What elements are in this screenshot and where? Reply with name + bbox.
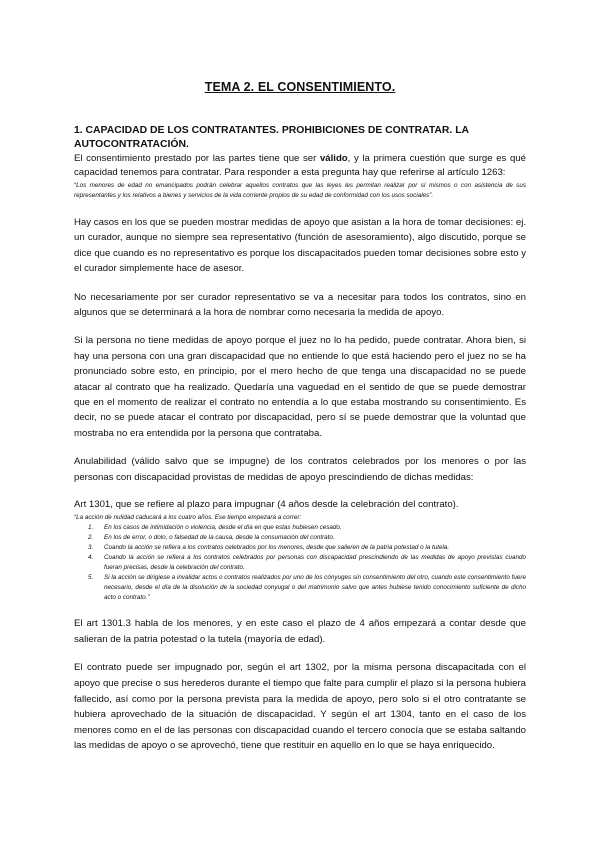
quote-article-1263: “Los menores de edad no emancipados podrán celebrar aquellos contratos que las leyes les permitan realizar por sí mismos o con asistencia de sus representantes y los relativos a bienes y servicios de la vida corriente propios de su edad de conformidad con los usos sociales”. bbox=[74, 181, 526, 200]
list-item: 5. Si la acción se dirigiese a invalidar actos o contratos realizados por uno de los cónyuges sin consentimiento del otro, cuando este consentimiento fuere necesario, desde el día de la disolución de la sociedad conyugal o del matrimonio salvo que antes hubiese tenido conocimiento suficiente de dicho acto o contrato.” bbox=[88, 574, 526, 602]
section-heading: 1. CAPACIDAD DE LOS CONTRATANTES. PROHIBICIONES DE CONTRATAR. LA AUTOCONTRATACIÓN. bbox=[74, 125, 469, 150]
page-title: TEMA 2. EL CONSENTIMIENTO. bbox=[204, 80, 396, 94]
paragraph-no-support: Si la persona no tiene medidas de apoyo porque el juez no lo ha pedido, puede contratar. Ahora bien, si hay una persona con una gran discapacidad que no entiende lo que está haciendo pero el juez no se ha pronunciado sobre esto, en principio, por el mero hecho de que tenga una discapacidad no se puede atacar al contrato que ha realizado. Quedaría una vaguedad en el sentido de que se puede demostrar que en el momento de realizar el contrato no entendía a lo que estaba mostrando su consentimiento. Es decir, no se puede atacar el contrato por discapacidad, pero sí se puede demostrar que la voluntad que mostraba no era entendida por la persona que contrataba. bbox=[74, 335, 526, 439]
document-body bbox=[74, 124, 526, 754]
quote-article-1301-list bbox=[74, 523, 526, 603]
paragraph-art-1302-1304: El contrato puede ser impugnado por, según el art 1302, por la misma persona discapacitada con el apoyo que precise o sus herederos durante el tiempo que falte para cumplir el plazo si la persona hubiera fallecido, así como por la persona prevista para la medida de apoyo, pero solo si el otro contratante se hubiera aprovechado de la situación de discapacidad. Y según el art 1304, tanto en el caso de los menores como en el de las personas con discapacidad cuando el tercero conocía que se estaba saltando las medidas de apoyo o se aprovechó, tiene que restituir en aquello en lo que se haya enriquecido. bbox=[74, 662, 526, 752]
paragraph-art-1301: Art 1301, que se refiere al plazo para impugnar (4 años desde la celebración del contrato). bbox=[74, 499, 459, 511]
paragraph-curator: No necesariamente por ser curador representativo se va a necesitar para todos los contratos, sino en algunos que se determinará a la hora de nombrar como necesaria la medida de apoyo. bbox=[74, 292, 526, 319]
list-item: 2. En los de error, o dolo, o falsedad de la causa, desde la consumación del contrato. bbox=[88, 534, 335, 542]
paragraph-support-measures: Hay casos en los que se pueden mostrar medidas de apoyo que asistan a la hora de tomar decisiones: ej. un curador, aunque no siempre sea representativo (función de asesoramiento), algo discutido, porque se dice que cuando es no representativo es porque los discapacitados pueden tomar decisiones sobre esto y el curador simplemente hace de asesor. bbox=[74, 216, 526, 275]
paragraph-consent-text-b: , y la primera cuestión que surge es qué capacidad tenemos para contratar. Para responder a esta pregunta hay que referirse al artículo 1263: bbox=[74, 153, 526, 179]
paragraph-annulability: Anulabilidad (válido salvo que se impugne) de los contratos celebrados por los menores o por las personas con discapacidad provistas de medidas de apoyo prescindiendo de dichas medidas: bbox=[74, 456, 526, 483]
paragraph-art-1301-3: El art 1301.3 habla de los menores, y en este caso el plazo de 4 años empezará a contar desde que salieran de la patria potestad o la tutela (mayoría de edad). bbox=[74, 618, 526, 645]
list-item: 1. En los casos de intimidación o violencia, desde el día en que estas hubiesen cesado. bbox=[88, 524, 342, 532]
paragraph-consent bbox=[74, 152, 526, 181]
paragraph-consent-text-a: El consentimiento prestado por las partes tiene que ser bbox=[74, 153, 320, 164]
paragraph-consent-bold: válido bbox=[319, 153, 348, 164]
quote-article-1301-intro: “La acción de nulidad caducará a los cuatro años. Ese tiempo empezará a correr: bbox=[74, 513, 302, 521]
list-item: 4. Cuando la acción se refiera a los contratos celebrados por personas con discapacidad prescindiendo de las medidas de apoyo previstas cuando fueran precisas, desde la celebración del contrato. bbox=[88, 554, 526, 572]
list-item: 3. Cuando la acción se refiera a los contratos celebrados por los menores, desde que salieren de la patria potestad o la tutela. bbox=[88, 544, 450, 552]
